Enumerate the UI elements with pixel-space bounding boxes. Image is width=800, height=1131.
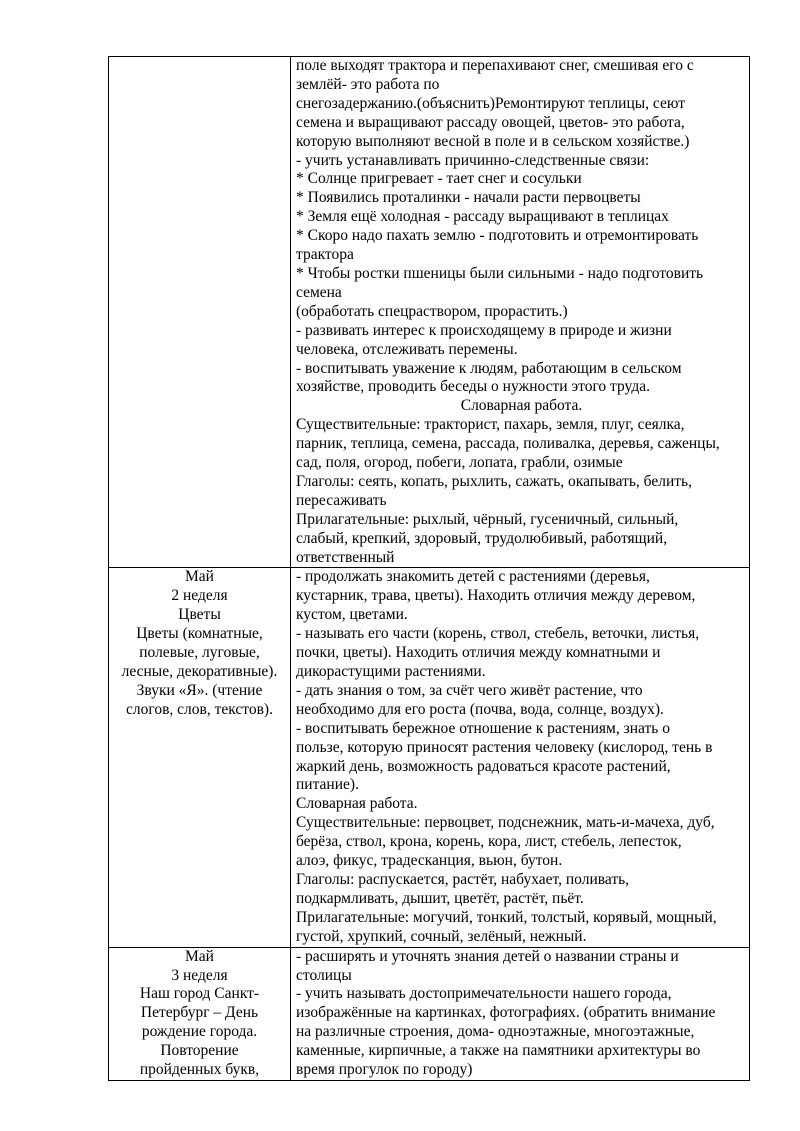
content-line: необходимо для его роста (почва, вода, солнце, воздух). (296, 700, 664, 718)
topic-line: 2 неделя (171, 587, 228, 605)
content-line: землёй- это работа по (296, 75, 440, 93)
topic-cell (109, 947, 291, 1080)
content-line: * Земля ещё холодная - рассаду выращивают в теплицах (296, 208, 669, 226)
content-line: питание). (296, 776, 359, 794)
topic-line: рождение города. (141, 1023, 258, 1041)
content-line: Прилагательные: рыхлый, чёрный, гусеничный, сильный, (296, 510, 679, 528)
content-line: * Скоро надо пахать землю - подготовить и отремонтировать (296, 227, 699, 245)
content-line: семена и выращивают рассаду овощей, цветов- это работа, (296, 113, 685, 131)
topic-line: 3 неделя (171, 966, 228, 984)
content-line: время прогулок по городу) (296, 1061, 473, 1079)
content-line: - называть его части (корень, ствол, стебель, веточки, листья, (296, 625, 700, 643)
topic-line: Наш город Санкт- (139, 985, 260, 1003)
content-line: столицы (296, 966, 352, 984)
content-line: Глаголы: распускается, растёт, набухает, поливать, (296, 870, 630, 888)
content-line: кустом, цветами. (296, 606, 408, 624)
content-line: изображённые на картинках, фотографиях. (обратить внимание (296, 1004, 716, 1022)
content-line: снегозадержанию.(объяснить)Ремонтируют теплицы, сеют (296, 94, 686, 112)
content-line: кустарник, трава, цветы). Находить отличия между деревом, (296, 587, 696, 605)
content-line: Прилагательные: могучий, тонкий, толстый, корявый, мощный, (296, 908, 717, 926)
content-line: парник, теплица, семена, рассада, поливалка, деревья, саженцы, (296, 435, 720, 453)
content-line: трактора (296, 246, 354, 264)
topic-cell (109, 57, 291, 568)
content-line: - продолжать знакомить детей с растениями (деревья, (296, 568, 650, 586)
content-line: почки, цветы). Находить отличия между комнатными и (296, 644, 661, 662)
content-line: каменные, кирпичные, а также на памятники архитектуры во (296, 1042, 701, 1060)
content-line: берёза, ствол, крона, корень, кора, лист, стебель, лепесток, (296, 833, 682, 851)
content-line: на различные строения, дома- одноэтажные, многоэтажные, (296, 1023, 695, 1041)
topic-line: лесные, декоративные). (121, 663, 278, 680)
content-line: семена (296, 283, 342, 301)
content-line: человека, отслеживать перемены. (296, 340, 518, 358)
topic-line: Май (185, 568, 214, 586)
content-line: - воспитывать уважение к людям, работающим в сельском (296, 359, 682, 377)
topic-line: пройденных букв, (139, 1061, 260, 1079)
content-line: ответственный (296, 548, 395, 566)
content-line: - воспитывать бережное отношение к растениям, знать о (296, 719, 670, 737)
topic-line: полевые, луговые, (139, 644, 260, 662)
content-line: * Чтобы ростки пшеницы были сильными - надо подготовить (296, 264, 704, 282)
content-line: густой, хрупкий, сочный, зелёный, нежный. (296, 927, 587, 945)
table-body (109, 57, 750, 1081)
content-line: Словарная работа. (296, 795, 418, 813)
lesson-plan-table (108, 56, 750, 1081)
content-line: хозяйстве, проводить беседы о нужности этого труда. (296, 378, 650, 396)
table-row (109, 57, 750, 568)
content-line: - учить называть достопримечательности нашего города, (296, 985, 672, 1003)
content-line: Существительные: тракторист, пахарь, земля, плуг, сеялка, (296, 416, 685, 434)
topic-line: Повторение (160, 1042, 239, 1060)
content-line: сад, поля, огород, побеги, лопата, грабли, озимые (296, 454, 623, 472)
content-line: * Солнце пригревает - тает снег и сосульки (296, 170, 582, 188)
content-line: пересаживать (296, 491, 387, 509)
topic-line: Май (185, 947, 214, 965)
content-line: Существительные: первоцвет, подснежник, мать-и-мачеха, дуб, (296, 814, 715, 832)
content-line: - развивать интерес к происходящему в природе и жизни (296, 321, 672, 339)
content-line: - дать знания о том, за счёт чего живёт растение, что (296, 681, 643, 699)
topic-cell (109, 568, 291, 947)
content-line: - учить устанавливать причинно-следственные связи: (296, 151, 650, 169)
topic-line: слогов, слов, текстов). (126, 700, 273, 718)
content-line: - расширять и уточнять знания детей о названии страны и (296, 947, 679, 965)
content-line: слабый, крепкий, здоровый, трудолюбивый, работящий, (296, 529, 668, 547)
content-cell (291, 947, 750, 1080)
table-row (109, 947, 750, 1080)
content-line: поле выходят трактора и перепахивают снег, смешивая его с (296, 57, 694, 74)
content-line: * Появились проталинки - начали расти первоцветы (296, 189, 641, 207)
topic-line: Петербург – День (140, 1004, 259, 1022)
content-line: (обработать спецраствором, прорастить.) (296, 302, 568, 320)
topic-line: Цветы (178, 606, 221, 624)
content-line: дикорастущими растениями. (296, 663, 486, 680)
content-cell (291, 57, 750, 568)
topic-line: Звуки «Я». (чтение (136, 681, 263, 699)
content-cell (291, 568, 750, 947)
content-line: которую выполняют весной в поле и в сельском хозяйстве.) (296, 132, 690, 150)
table-row (109, 568, 750, 947)
content-line: пользе, которую приносят растения человеку (кислород, тень в (296, 738, 713, 756)
content-line: Глаголы: сеять, копать, рыхлить, сажать, окапывать, белить, (296, 472, 692, 490)
content-line: подкармливать, дышит, цветёт, растёт, пьёт. (296, 889, 584, 907)
content-line: жаркий день, возможность радоваться красоте растений, (296, 757, 671, 775)
content-line: алоэ, фикус, традесканция, вьюн, бутон. (296, 852, 563, 870)
section-heading: Словарная работа. (460, 397, 583, 415)
topic-line: Цветы (комнатные, (136, 625, 263, 643)
